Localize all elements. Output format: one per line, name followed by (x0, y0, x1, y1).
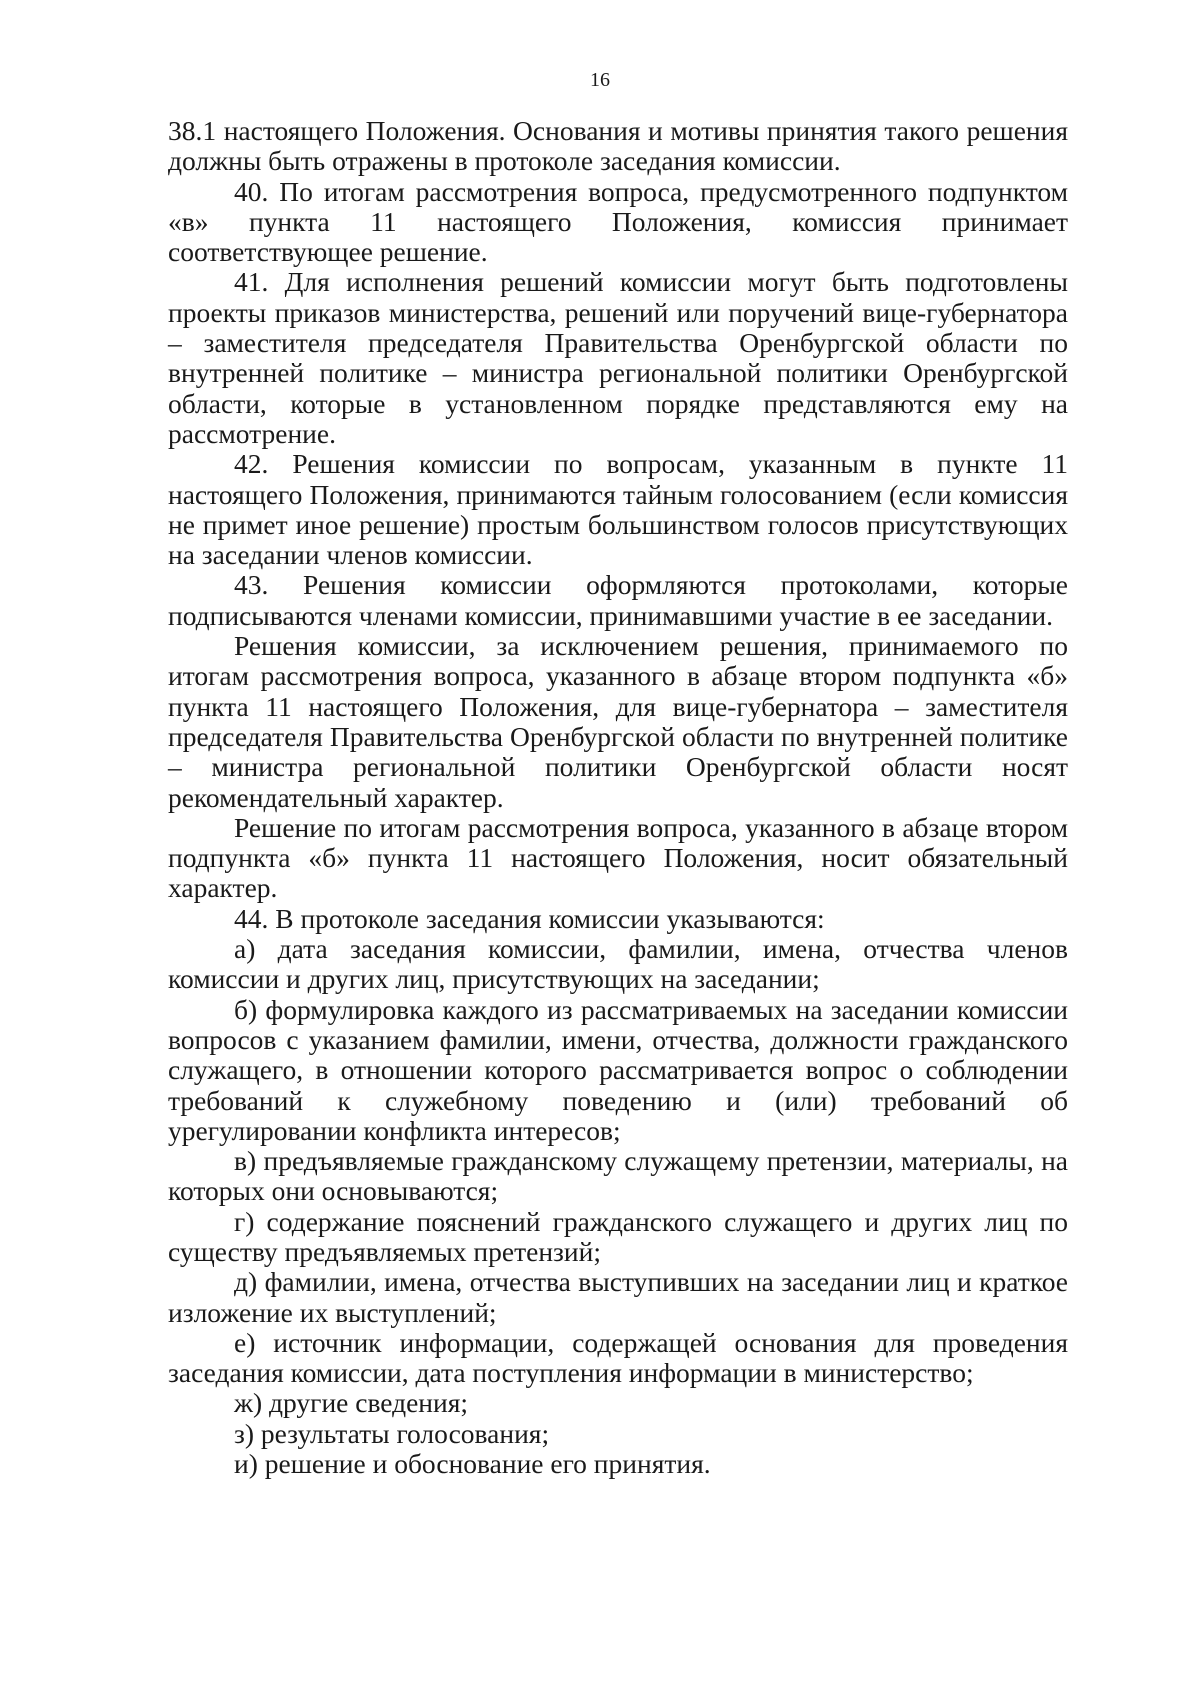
paragraph-41: 41. Для исполнения решений комиссии могут быть подготовлены проекты приказов министерства, решений или поручений вице-губернатора – заместителя председателя Правительства Оренбургской области по внутренней политике – министра региональной политики Оренбургской области, которые в установленном порядке представляются ему на рассмотрение. (168, 266, 1068, 449)
paragraph-42: 42. Решения комиссии по вопросам, указанным в пункте 11 настоящего Положения, принимаются тайным голосованием (если комиссия не примет иное решение) простым большинством голосов присутствующих на заседании членов комиссии. (168, 448, 1068, 571)
list-item-e: е) источник информации, содержащей основания для проведения заседания комиссии, дата поступления информации в министерство; (168, 1326, 1068, 1389)
paragraph-43-decisions-recommendatory: Решения комиссии, за исключением решения, принимаемого по итогам рассмотрения вопроса, указанного в абзаце втором подпункта «б» пункта 11 настоящего Положения, для вице-губернатора – заместителя председателя Правительства Оренбургской области по внутренней политике – министра региональной политики Оренбургской области носят рекомендательный характер. (168, 630, 1068, 813)
document-body (168, 116, 1068, 1479)
paragraph-43: 43. Решения комиссии оформляются протоколами, которые подписываются членами комиссии, принимавшими участие в ее заседании. (168, 569, 1068, 631)
paragraph-43-decision-mandatory: Решение по итогам рассмотрения вопроса, указанного в абзаце втором подпункта «б» пункта 11 настоящего Положения, носит обязательный характер. (168, 811, 1068, 904)
list-item-v: в) предъявляемые гражданскому служащему претензии, материалы, на которых они основываются; (168, 1145, 1068, 1207)
list-item-z: з) результаты голосования; (234, 1417, 550, 1449)
list-item-zh: ж) другие сведения; (234, 1387, 469, 1419)
paragraph-44: 44. В протоколе заседания комиссии указываются: (234, 902, 825, 934)
list-item-i: и) решение и обоснование его принятия. (234, 1448, 711, 1480)
list-item-b: б) формулировка каждого из рассматриваемых на заседании комиссии вопросов с указанием фамилии, имени, отчества, должности гражданского служащего, в отношении которого рассматривается вопрос о соблюдении требований к служебному поведению и (или) требований об урегулировании конфликта интересов; (168, 993, 1068, 1146)
paragraph-40: 40. По итогам рассмотрения вопроса, предусмотренного подпунктом «в» пункта 11 настоящего Положения, комиссия принимает соответствующее решение. (168, 175, 1068, 268)
page-number: 16 (590, 69, 610, 91)
list-item-a: а) дата заседания комиссии, фамилии, имена, отчества членов комиссии и других лиц, присутствующих на заседании; (168, 933, 1068, 995)
paragraph-38-1-continuation: 38.1 настоящего Положения. Основания и мотивы принятия такого решения должны быть отражены в протоколе заседания комиссии. (168, 115, 1068, 177)
list-item-g: г) содержание пояснений гражданского служащего и других лиц по существу предъявляемых претензий; (168, 1205, 1068, 1267)
list-item-d: д) фамилии, имена, отчества выступивших на заседании лиц и краткое изложение их выступлений; (168, 1266, 1068, 1328)
